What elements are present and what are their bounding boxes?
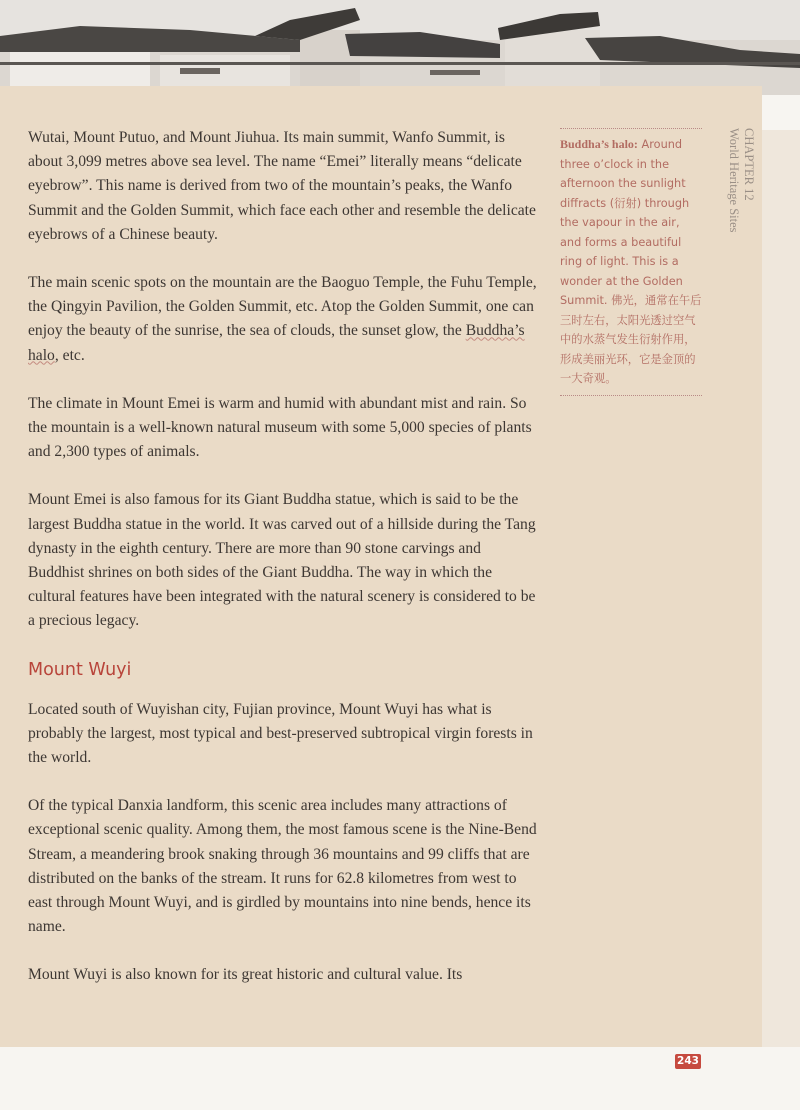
side-margin-strip (762, 130, 800, 1047)
chapter-tab (722, 128, 756, 248)
page-number-badge: 243 (675, 1054, 701, 1069)
chapter-number: CHAPTER 12 (742, 128, 756, 201)
buddhas-halo-link[interactable]: Buddha’s halo (28, 322, 525, 364)
chapter-title: World Heritage Sites (727, 128, 741, 233)
rooftops-illustration (0, 0, 800, 95)
paragraph-scenic-spots (28, 271, 538, 368)
scenic-tail-text: , etc. (54, 346, 85, 364)
glossary-term: Buddha’s halo: (560, 137, 638, 151)
paragraph-giant-buddha: Mount Emei is also famous for its Giant Buddha statue, which is said to be the largest Buddha statue in the world. It was carved out of a hillside during the Tang dynasty in the eighth century. There are more than 90 stone carvings and Buddhist shrines on both sides of the Giant Buddha. The way in which the cultural features have been integrated with the natural scenery is considered to be a precious legacy. (28, 491, 536, 630)
paragraph-climate: The climate in Mount Emei is warm and humid with abundant mist and rain. So the mountain is a well-known natural museum with some 5,000 species of plants and 2,300 types of animals. (28, 394, 532, 461)
glossary-note (560, 128, 702, 396)
paragraph-wuyi-history: Mount Wuyi is also known for its great historic and cultural value. Its (28, 966, 463, 984)
header-banner-image (0, 0, 800, 95)
scenic-lead-text: The main scenic spots on the mountain are the Baoguo Temple, the Fuhu Temple, the Qingyin Pavilion, the Golden Summit, etc. Atop the Golden Summit, one can enjoy the beauty of the sunrise, the sea of clouds, the sunset glow, the (28, 274, 537, 340)
paragraph-emei-intro: Wutai, Mount Putuo, and Mount Jiuhua. Its main summit, Wanfo Summit, is about 3,099 metres above sea level. The name “Emei” literally means “delicate eyebrow”. This name is derived from two of the mountain’s peaks, the Wanfo Summit and the Golden Summit, which face each other and resemble the delicate eyebrows of a Chinese beauty. (28, 129, 536, 243)
article-body (28, 126, 538, 1012)
paragraph-wuyi-location: Located south of Wuyishan city, Fujian province, Mount Wuyi has what is probably the largest, most typical and best-preserved subtropical virgin forests in the world. (28, 700, 533, 767)
section-heading-mount-wuyi: Mount Wuyi (28, 659, 132, 680)
glossary-definition: Around three o’clock in the afternoon the sunlight diffracts (衍射) through the vapour in the air, and forms a beautiful ring of light. This is a wonder at the Golden Summit. 佛光，通常在午后三时左右，太阳光透过空气中的水蒸气发生衍射作用，形成美丽光环，它是金顶的一大奇观。 (560, 138, 702, 385)
paragraph-danxia: Of the typical Danxia landform, this scenic area includes many attractions of exceptional scenic quality. Among them, the most famous scene is the Nine-Bend Stream, a meandering brook snaking through 36 mountains and 99 cliffs that are distributed on the banks of the stream. It runs for 62.8 kilometres from west to east through Mount Wuyi, and is girdled by mountains into nine bends, hence its name. (28, 797, 537, 936)
